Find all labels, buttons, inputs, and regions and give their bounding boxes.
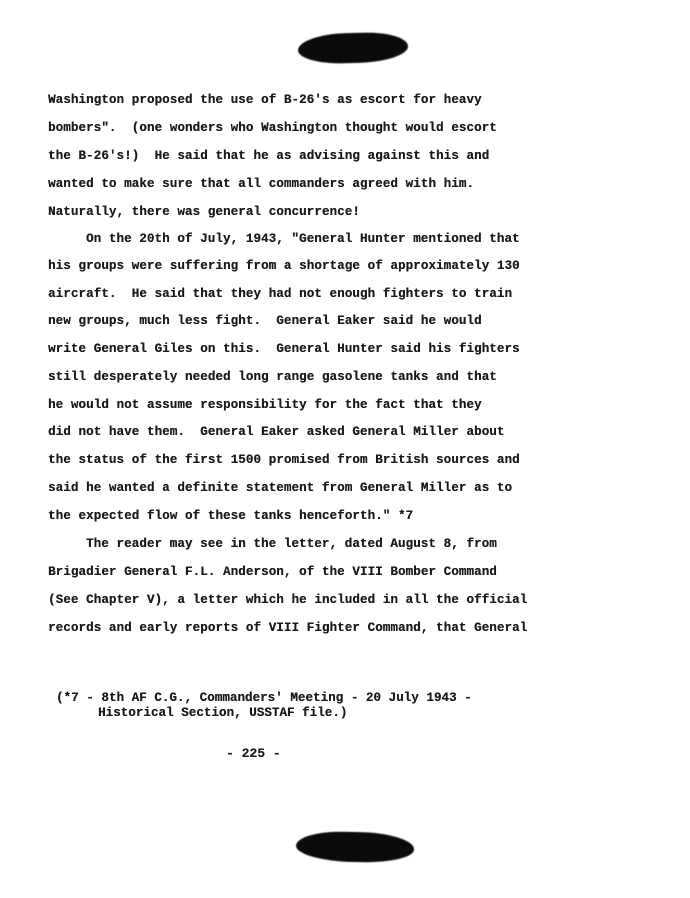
text-line: bombers". (one wonders who Washington thought would escort [48, 121, 497, 135]
text-line: (See Chapter V), a letter which he included in all the official [48, 593, 528, 607]
text-line: wanted to make sure that all commanders agreed with him. [48, 177, 475, 191]
text-line: records and early reports of VIII Fighter Command, that General [48, 621, 528, 635]
text-line: Brigadier General F.L. Anderson, of the VIII Bomber Command [48, 565, 497, 579]
text-line: aircraft. He said that they had not enough fighters to train [48, 287, 513, 301]
text-line: did not have them. General Eaker asked General Miller about [48, 425, 505, 439]
page-number: - 225 - [226, 746, 281, 761]
footnote-line: (*7 - 8th AF C.G., Commanders' Meeting - 20 July 1943 - [56, 691, 472, 705]
redaction-mark-bottom [296, 831, 415, 863]
text-line: write General Giles on this. General Hunter said his fighters [48, 342, 520, 356]
text-line: still desperately needed long range gasolene tanks and that [48, 370, 497, 384]
text-line: Naturally, there was general concurrence! [48, 205, 360, 219]
text-line: his groups were suffering from a shortage of approximately 130 [48, 259, 520, 273]
text-line: The reader may see in the letter, dated August 8, from [86, 537, 497, 551]
text-line: the expected flow of these tanks henceforth." *7 [48, 509, 414, 523]
text-line: the status of the first 1500 promised from British sources and [48, 453, 520, 467]
text-line: he would not assume responsibility for the fact that they [48, 398, 482, 412]
redaction-mark-top [298, 32, 409, 65]
text-line: Washington proposed the use of B-26's as escort for heavy [48, 93, 482, 107]
footnote-line: Historical Section, USSTAF file.) [98, 706, 348, 720]
text-line: the B-26's!) He said that he as advising against this and [48, 149, 490, 163]
text-line: said he wanted a definite statement from General Miller as to [48, 481, 513, 495]
text-line: new groups, much less fight. General Eaker said he would [48, 314, 482, 328]
text-line: On the 20th of July, 1943, "General Hunter mentioned that [86, 232, 520, 246]
